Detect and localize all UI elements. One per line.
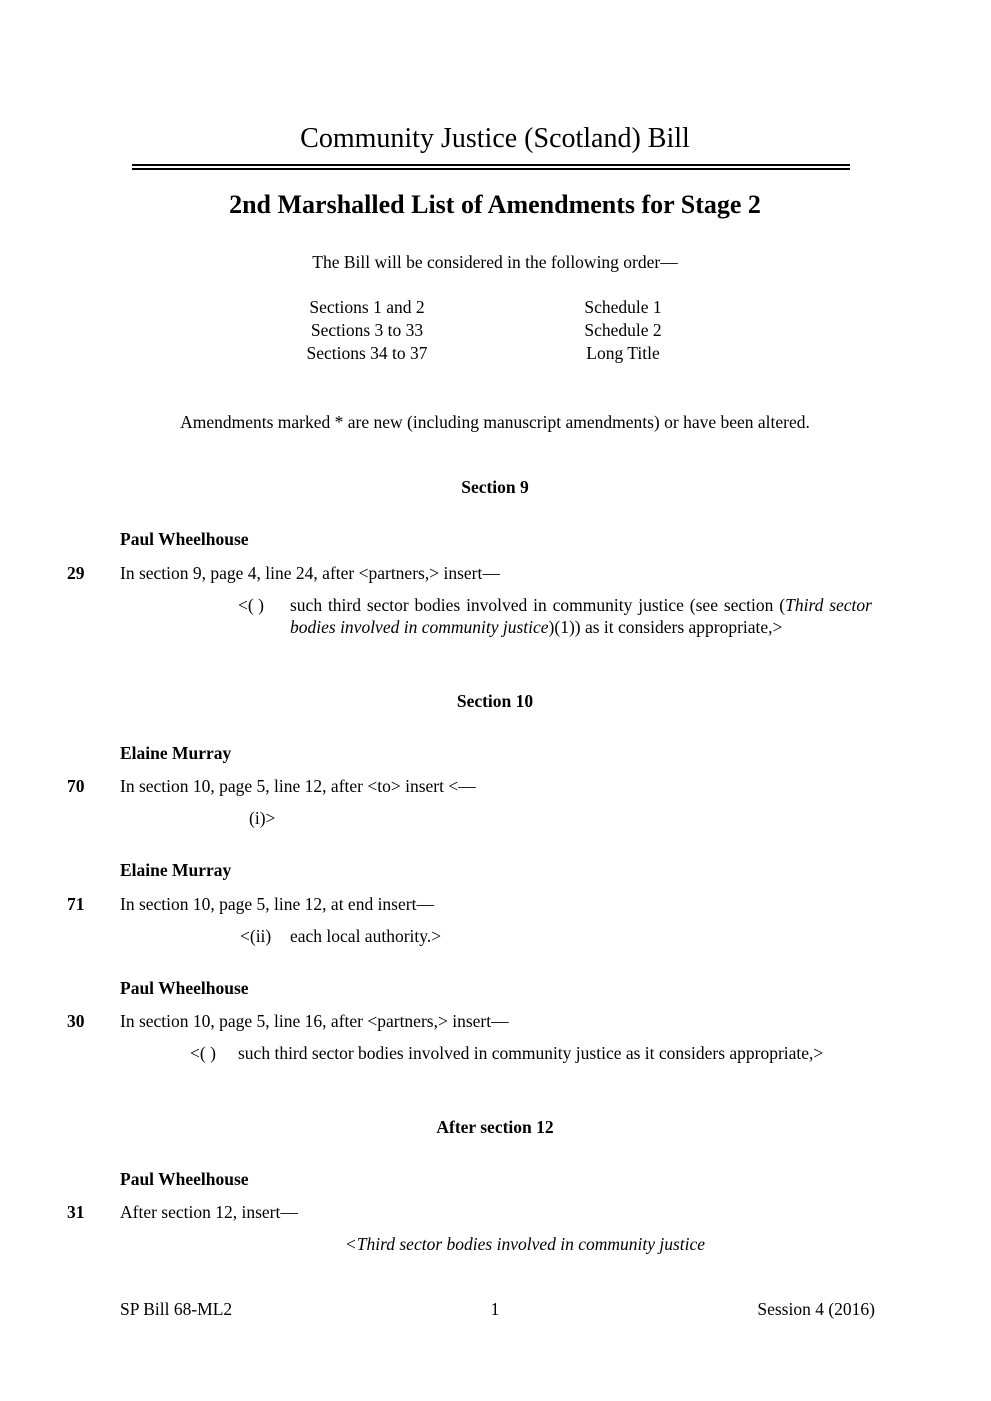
order-item: Sections 34 to 37: [306, 343, 428, 363]
amendments-note: Amendments marked * are new (including manuscript amendments) or have been altered.: [180, 412, 810, 432]
amendment-instruction: In section 10, page 5, line 12, after <to> insert <—: [120, 776, 476, 796]
order-left-column: [267, 296, 467, 365]
footer-reference: SP Bill 68-ML2: [120, 1299, 233, 1319]
inserted-section-heading: <Third sector bodies involved in community justice: [344, 1234, 706, 1254]
insert-marker: <( ): [190, 1043, 216, 1063]
amendment-number: 30: [67, 1011, 85, 1031]
insert-text-part: such third sector bodies involved in community justice (see section (: [290, 595, 786, 615]
amendment-instruction: After section 12, insert—: [120, 1202, 298, 1222]
title-rule-top: [132, 164, 850, 166]
footer-page-number: 1: [490, 1299, 500, 1319]
bill-title: Community Justice (Scotland) Bill: [300, 123, 690, 154]
insert-text: such third sector bodies involved in community justice as it considers appropriate,>: [238, 1043, 824, 1063]
order-item: Sections 1 and 2: [309, 297, 425, 317]
member-name: Paul Wheelhouse: [120, 1169, 249, 1189]
amendment-instruction: In section 10, page 5, line 12, at end insert—: [120, 894, 434, 914]
section-heading: After section 12: [436, 1117, 554, 1137]
order-right-column: [523, 296, 723, 365]
amendment-number: 29: [67, 563, 85, 583]
order-intro: The Bill will be considered in the following order—: [312, 252, 678, 272]
member-name: Elaine Murray: [120, 743, 232, 763]
amendment-number: 70: [67, 776, 85, 796]
list-title: 2nd Marshalled List of Amendments for Stage 2: [229, 190, 761, 219]
amendment-instruction: In section 9, page 4, line 24, after <partners,> insert—: [120, 563, 500, 583]
order-item: Schedule 1: [584, 297, 662, 317]
member-name: Paul Wheelhouse: [120, 978, 249, 998]
member-name: Paul Wheelhouse: [120, 529, 249, 549]
insert-text: each local authority.>: [290, 926, 442, 946]
insert-marker: <(ii): [240, 926, 272, 946]
insert-text-part: )(1)) as it considers appropriate,>: [548, 617, 783, 637]
title-rule-bottom: [132, 168, 850, 170]
section-heading: Section 9: [461, 477, 529, 497]
amendment-number: 71: [67, 894, 85, 914]
section-heading: Section 10: [456, 691, 534, 711]
footer-session: Session 4 (2016): [757, 1299, 875, 1319]
order-item: Sections 3 to 33: [310, 320, 424, 340]
order-item: Long Title: [586, 343, 660, 363]
insert-text: (i)>: [249, 808, 276, 828]
amendment-instruction: In section 10, page 5, line 16, after <partners,> insert—: [120, 1011, 509, 1031]
insert-text: [290, 594, 872, 638]
order-item: Schedule 2: [584, 320, 662, 340]
amendment-number: 31: [67, 1202, 85, 1222]
member-name: Elaine Murray: [120, 860, 232, 880]
insert-text-italic: Third sector bodies involved in community justice: [290, 595, 872, 637]
insert-marker: <( ): [238, 595, 264, 615]
